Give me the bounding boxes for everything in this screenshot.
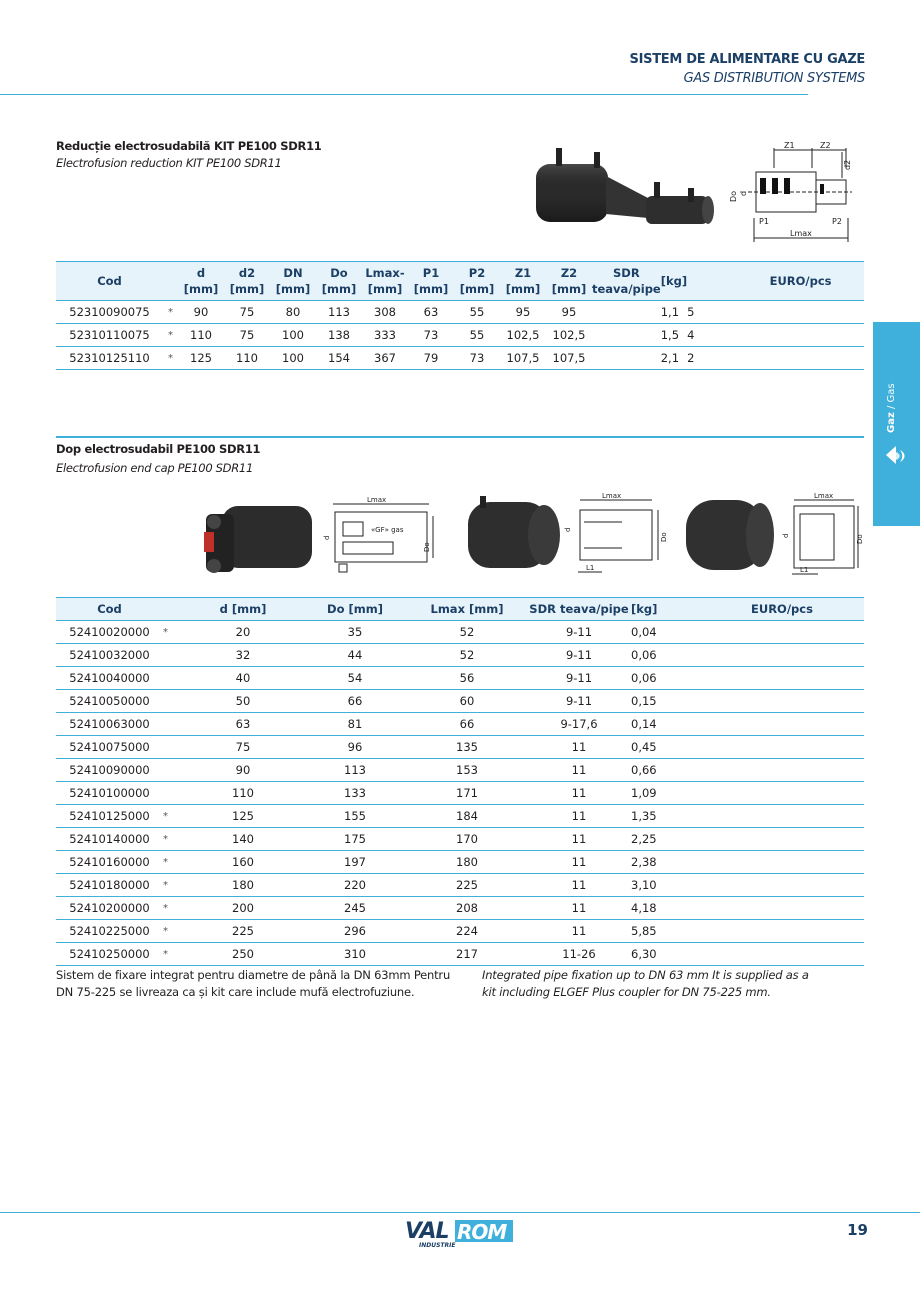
medium-drawing-d: d [564,527,572,532]
cell-d2: 75 [239,328,255,342]
table-row [56,736,864,759]
col-cod: Cod [56,262,163,301]
cell-qty: 5 [687,305,695,319]
cell-sdr: 9-11 [565,625,593,639]
logo-text-val: VAL [405,1219,449,1244]
end-cap-large-photo [682,492,782,580]
cell-star [163,759,183,782]
table-row [56,943,864,966]
cell-do: 35 [347,625,363,639]
cell-lmax: 171 [456,786,478,800]
note-english: Integrated pipe fixation up to DN 63 mm It is supplied as a kit including ELGEF Plus coupler for DN 75-225 mm. [482,968,809,999]
cell-lmax: 333 [374,328,396,342]
cell-cod: 52410032000 [69,648,150,662]
cell-kg: 3,10 [631,878,657,892]
cell-euro [751,713,864,736]
cell-kg: 0,14 [631,717,657,731]
medium-drawing-l1: L1 [586,564,595,572]
cell-lmax: 60 [459,694,475,708]
table-row [56,920,864,943]
cell-kg: 0,06 [631,671,657,685]
col-d: d [mm] [183,598,303,621]
section1-title: Reducție electrosudabilă KIT PE100 SDR11 [56,139,322,153]
cell-kg: 0,45 [631,740,657,754]
cell-dn: 80 [285,305,301,319]
reduction-table [56,261,864,370]
cell-cod: 52310090075 [69,305,150,319]
large-drawing-l1: L1 [800,566,809,574]
cell-do: 44 [347,648,363,662]
table-row [56,644,864,667]
cell-star [163,736,183,759]
cell-kg: 1,1 [660,305,680,319]
cell-z1: 107,5 [506,351,540,365]
cell-z1: 95 [515,305,531,319]
end-cap-small-photo [192,492,317,580]
cell-sdr [592,347,661,370]
cell-d2: 75 [239,305,255,319]
header-subtitle: GAS DISTRIBUTION SYSTEMS [683,71,865,86]
table-header-row [56,262,864,301]
cell-kg: 5,85 [631,924,657,938]
cell-lmax: 180 [456,855,478,869]
cell-dn: 100 [282,351,304,365]
logo-text-rom: ROM [457,1220,507,1244]
cell-sdr: 11 [571,855,587,869]
cell-sdr: 11 [571,832,587,846]
col-p1: P1 [mm] [408,262,454,301]
cell-cod: 52410075000 [69,740,150,754]
col-do: Do [mm] [316,262,362,301]
col-sdr: SDR teava/pipe [527,598,631,621]
cell-cod: 52410020000 [69,625,150,639]
cell-cod: 52310125110 [69,351,150,365]
cell-sdr [592,324,661,347]
drawing-label-p1: P1 [759,217,769,226]
cell-do: 197 [344,855,366,869]
cell-d: 110 [190,328,212,342]
col-sdr: SDR teava/pipe [592,262,661,301]
cell-sdr: 11 [571,901,587,915]
col-do: Do [mm] [303,598,407,621]
cell-star: * [163,879,168,891]
table-row [56,759,864,782]
cell-sdr: 9-17,6 [560,717,598,731]
cell-lmax: 308 [374,305,396,319]
cell-euro [751,828,864,851]
cell-euro [751,920,864,943]
drawing-label-d2: d2 [843,159,852,170]
cell-cod: 52410140000 [69,832,150,846]
cell-do: 96 [347,740,363,754]
section2-subtitle: Electrofusion end cap PE100 SDR11 [56,461,253,475]
cell-star: * [163,902,168,914]
col-lmax: Lmax- [mm] [362,262,408,301]
cell-sdr: 11 [571,878,587,892]
cell-euro [751,874,864,897]
table-row [56,667,864,690]
logo-sub: INDUSTRIE [419,1242,456,1249]
cell-cod: 52410090000 [69,763,150,777]
cell-d: 40 [235,671,251,685]
table-header-row [56,598,864,621]
cell-euro [737,301,864,324]
cell-star: * [163,948,168,960]
small-drawing-d: d [323,535,331,540]
cell-d: 200 [232,901,254,915]
cell-euro [751,736,864,759]
cell-star: * [163,856,168,868]
side-tab-label: Gaz / Gas [886,383,897,433]
cell-cod: 52410063000 [69,717,150,731]
table-row [56,301,864,324]
col-kg: [kg] [631,598,751,621]
cell-lmax: 170 [456,832,478,846]
cell-do: 154 [328,351,350,365]
col-euro: EURO/pcs [737,262,864,301]
valrom-logo [405,1216,517,1250]
cell-z1: 102,5 [506,328,540,342]
large-drawing-do: Do [856,534,864,544]
cell-do: 66 [347,694,363,708]
section2-title: Dop electrosudabil PE100 SDR11 [56,442,261,456]
small-drawing-lmax: Lmax [367,496,387,504]
cell-do: 245 [344,901,366,915]
cell-euro [737,347,864,370]
col-p2: P2 [mm] [454,262,500,301]
drawing-label-z2: Z2 [820,141,831,150]
cell-cod: 52410125000 [69,809,150,823]
cell-star: * [168,329,173,341]
cell-p1: 73 [423,328,439,342]
drawing-label-do: Do [729,190,738,202]
drawing-label-d: d [739,190,748,196]
table-row [56,713,864,736]
cell-cod: 52410100000 [69,786,150,800]
table-row [56,805,864,828]
page-number: 19 [847,1221,868,1239]
table-row [56,851,864,874]
cell-p2: 55 [469,305,485,319]
cell-lmax: 367 [374,351,396,365]
cell-star: * [163,833,168,845]
cell-d: 90 [235,763,251,777]
table-row [56,347,864,370]
cell-kg: 2,1 [660,351,680,365]
cell-lmax: 52 [459,625,475,639]
table-row [56,621,864,644]
cell-lmax: 208 [456,901,478,915]
cell-z2: 107,5 [552,351,586,365]
cell-kg: 0,06 [631,648,657,662]
cell-euro [737,324,864,347]
cell-lmax: 66 [459,717,475,731]
cell-euro [751,943,864,966]
cell-kg: 2,25 [631,832,657,846]
header-rule [0,94,808,95]
table-row [56,874,864,897]
table-row [56,897,864,920]
col-z2: Z2 [mm] [546,262,592,301]
cell-euro [751,805,864,828]
cell-euro [751,782,864,805]
cell-cod: 52410180000 [69,878,150,892]
cell-lmax: 224 [456,924,478,938]
table-row [56,324,864,347]
cell-kg: 4,18 [631,901,657,915]
drawing-label-lmax: Lmax [790,229,812,238]
cell-star: * [163,810,168,822]
col-euro: EURO/pcs [751,598,864,621]
cell-do: 175 [344,832,366,846]
cell-kg: 2,38 [631,855,657,869]
cell-qty: 4 [687,328,695,342]
cell-sdr: 9-11 [565,648,593,662]
cell-kg: 0,15 [631,694,657,708]
cell-sdr [592,301,661,324]
cell-lmax: 217 [456,947,478,961]
col-lmax: Lmax [mm] [407,598,527,621]
cell-cod: 52410225000 [69,924,150,938]
note-romanian: Sistem de fixare integrat pentru diametre de până la DN 63mm Pentru DN 75-225 se livreaza ca și kit care include mufă electrofuziune. [56,968,451,999]
cell-sdr: 11 [571,763,587,777]
cell-kg: 0,04 [631,625,657,639]
cell-p1: 63 [423,305,439,319]
cell-d: 225 [232,924,254,938]
cell-sdr: 9-11 [565,694,593,708]
cell-d: 50 [235,694,251,708]
header-title: SISTEM DE ALIMENTARE CU GAZE [629,52,865,67]
table-row [56,782,864,805]
cell-d: 250 [232,947,254,961]
end-cap-table [56,597,864,966]
cell-euro [751,759,864,782]
cell-sdr: 11 [571,924,587,938]
cell-star [163,713,183,736]
cell-d: 20 [235,625,251,639]
small-drawing-brand: «GF» gas [371,526,404,534]
col-d2: d2 [mm] [224,262,270,301]
cell-euro [751,690,864,713]
cell-d: 63 [235,717,251,731]
cell-z2: 102,5 [552,328,586,342]
reduction-technical-drawing [724,138,859,250]
cell-star [163,667,183,690]
cell-kg: 1,09 [631,786,657,800]
cell-p1: 79 [423,351,439,365]
cell-d2: 110 [236,351,258,365]
cell-star [163,690,183,713]
cell-do: 155 [344,809,366,823]
footer-rule [0,1212,920,1213]
cell-cod: 52410160000 [69,855,150,869]
cell-d: 160 [232,855,254,869]
cell-p2: 73 [469,351,485,365]
cell-kg: 1,5 [660,328,680,342]
cell-lmax: 56 [459,671,475,685]
end-cap-medium-drawing [562,492,667,580]
end-cap-large-drawing [782,492,864,580]
cell-sdr: 11 [571,809,587,823]
cell-qty: 2 [687,351,695,365]
cell-d: 110 [232,786,254,800]
cell-star: * [168,352,173,364]
cell-lmax: 135 [456,740,478,754]
cell-do: 54 [347,671,363,685]
cell-lmax: 52 [459,648,475,662]
cell-d: 125 [232,809,254,823]
cell-kg: 6,30 [631,947,657,961]
cell-euro [751,644,864,667]
drawing-label-z1: Z1 [784,141,795,150]
cell-cod: 52410200000 [69,901,150,915]
cell-do: 296 [344,924,366,938]
col-z1: Z1 [mm] [500,262,546,301]
cell-star: * [163,626,168,638]
cell-d: 90 [193,305,209,319]
cell-p2: 55 [469,328,485,342]
cell-lmax: 225 [456,878,478,892]
cell-cod: 52410040000 [69,671,150,685]
cell-star: * [163,925,168,937]
cell-star: * [168,306,173,318]
cell-star [163,644,183,667]
cell-cod: 52410250000 [69,947,150,961]
medium-drawing-lmax: Lmax [602,492,622,500]
cell-d: 140 [232,832,254,846]
reduction-fitting-photo [528,136,718,251]
end-cap-medium-photo [462,492,562,580]
section2-rule [56,436,864,438]
drawing-label-p2: P2 [832,217,842,226]
cell-do: 113 [344,763,366,777]
large-drawing-lmax: Lmax [814,492,834,500]
table-row [56,828,864,851]
gas-flame-icon [884,444,910,466]
cell-z2: 95 [561,305,577,319]
cell-sdr: 11 [571,740,587,754]
cell-euro [751,897,864,920]
cell-lmax: 184 [456,809,478,823]
end-cap-small-drawing [323,492,438,580]
cell-sdr: 11-26 [562,947,596,961]
cell-sdr: 11 [571,786,587,800]
cell-d: 125 [190,351,212,365]
col-dn: DN [mm] [270,262,316,301]
cell-dn: 100 [282,328,304,342]
cell-kg: 0,66 [631,763,657,777]
cell-do: 133 [344,786,366,800]
cell-do: 310 [344,947,366,961]
cell-cod: 52310110075 [69,328,150,342]
cell-d: 75 [235,740,251,754]
cell-euro [751,667,864,690]
cell-kg: 1,35 [631,809,657,823]
cell-cod: 52410050000 [69,694,150,708]
col-kg: [kg] [661,262,687,301]
cell-do: 113 [328,305,350,319]
cell-sdr: 9-11 [565,671,593,685]
cell-do: 81 [347,717,363,731]
small-drawing-do: Do [423,542,431,552]
col-d: d [mm] [178,262,224,301]
cell-euro [751,851,864,874]
medium-drawing-do: Do [660,532,668,542]
cell-star [163,782,183,805]
cell-d: 32 [235,648,251,662]
cell-d: 180 [232,878,254,892]
table-row [56,690,864,713]
section1-subtitle: Electrofusion reduction KIT PE100 SDR11 [56,156,282,170]
cell-lmax: 153 [456,763,478,777]
cell-euro [751,621,864,644]
col-cod: Cod [56,598,163,621]
cell-do: 220 [344,878,366,892]
large-drawing-d: d [782,533,790,538]
cell-do: 138 [328,328,350,342]
